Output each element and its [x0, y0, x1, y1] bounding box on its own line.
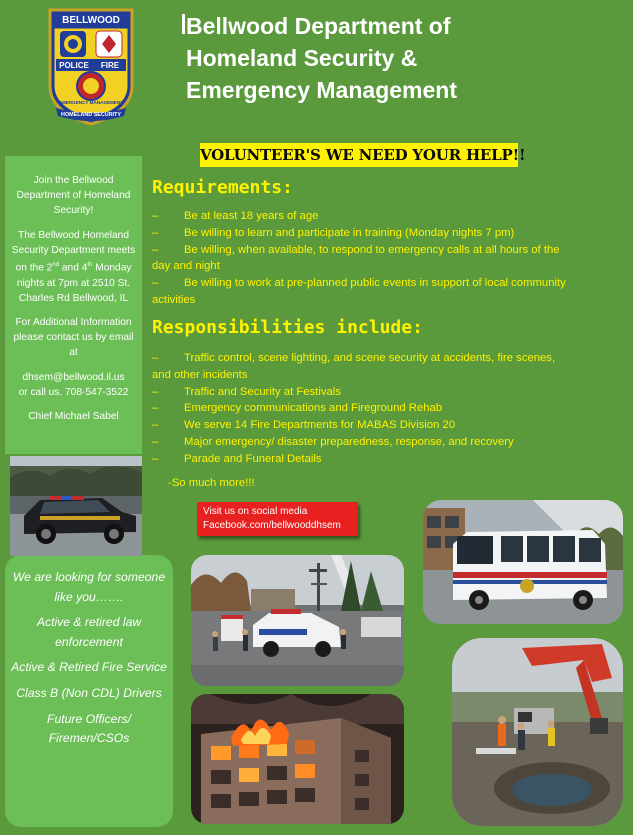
meeting-text-post: Monday nights at 7pm at 2510 St. Charles Rd Bellwood, IL: [16, 262, 132, 304]
meeting-text-pre: The Bellwood Homeland Security Department meets on the 2: [11, 229, 136, 274]
sidebar-contact: [11, 370, 136, 400]
department-badge-logo: [44, 6, 138, 126]
responsibility-text: Emergency communications and Fireground Rehab: [184, 402, 443, 415]
list-item: [152, 225, 572, 242]
sidebar-additional: For Additional Information please contact us by email at: [13, 317, 134, 359]
dash-icon: –: [152, 277, 159, 290]
so-much-more-text: -So much more!!!: [168, 477, 255, 489]
dash-icon: –: [152, 402, 159, 415]
requirement-text: Be willing, when available, to respond to emergency calls at all hours of the day and night: [152, 243, 560, 273]
list-item: [152, 384, 572, 401]
social-media-box[interactable]: [197, 502, 358, 536]
list-item: [152, 208, 572, 225]
bus-photo: [423, 500, 623, 624]
badge-top-text: BELLWOOD: [62, 15, 120, 26]
dash-icon: –: [152, 385, 159, 398]
list-item: [152, 451, 572, 468]
dash-icon: –: [152, 452, 159, 465]
social-line-1: Visit us on social media: [203, 506, 308, 517]
dash-icon: –: [152, 352, 159, 364]
sidebar-intro: Join the Bellwood Department of Homeland Security!: [16, 175, 131, 217]
badge-fire-label: FIRE: [100, 61, 120, 70]
dash-icon: –: [152, 226, 159, 239]
contact-email[interactable]: dhsem@bellwood.il.us: [22, 371, 125, 383]
list-item: [152, 242, 572, 276]
role-item: Class B (Non CDL) Drivers: [16, 685, 162, 700]
facebook-link[interactable]: Facebook.com/bellwooddhsem: [203, 520, 341, 531]
sidebar-chief: Chief Michael Sabel: [28, 411, 119, 423]
accident-scene-photo: [191, 555, 404, 686]
looking-intro: We are looking for someone like you…….: [12, 570, 166, 604]
list-item: [152, 350, 572, 384]
responsibilities-list: [152, 350, 572, 468]
excavation-photo: [452, 638, 623, 826]
building-fire-photo: [191, 694, 404, 824]
requirements-heading: Requirements:: [152, 177, 293, 198]
meeting-sup-2: th: [87, 262, 93, 269]
role-item: Active & retired law enforcement: [36, 615, 142, 649]
responsibility-text: Traffic control, scene lighting, and scene security at accidents, fire scenes, and other incidents: [152, 352, 556, 381]
dash-icon: –: [152, 210, 159, 222]
responsibility-text: Parade and Funeral Details: [184, 452, 322, 465]
badge-police-label: POLICE: [59, 61, 89, 70]
responsibility-text: Major emergency/ disaster preparedness, response, and recovery: [184, 435, 514, 448]
responsibilities-heading: Responsibilities include:: [152, 317, 423, 338]
responsibility-text: We serve 14 Fire Departments for MABAS Division 20: [184, 419, 456, 432]
meeting-text-mid: and 4: [59, 262, 88, 274]
dash-icon: –: [152, 435, 159, 448]
title-accent-bar: [182, 14, 185, 34]
volunteer-banner: VOLUNTEER'S WE NEED YOUR HELP!!: [200, 143, 518, 167]
sidebar-meeting: [11, 228, 136, 306]
dash-icon: –: [152, 419, 159, 432]
meeting-sup-1: nd: [52, 262, 60, 269]
badge-ribbon-text: HOMELAND SECURITY: [61, 112, 121, 118]
sidebar-info-panel: [5, 156, 142, 454]
responsibility-text: Traffic and Security at Festivals: [184, 385, 341, 398]
list-item: [152, 275, 572, 309]
title-line-2: Homeland Security &: [186, 45, 418, 71]
role-item: Future Officers/ Firemen/CSOs: [47, 711, 131, 746]
list-item: [152, 417, 572, 434]
badge-bottom-text: EMERGENCY MANAGEMENT: [58, 100, 124, 105]
recruiting-panel: [5, 555, 173, 827]
title-line-1: Bellwood Department of: [186, 13, 451, 39]
list-item: [152, 434, 572, 451]
requirement-text: Be willing to learn and participate in training (Monday nights 7 pm): [184, 226, 515, 239]
page-title: [186, 10, 626, 106]
title-line-3: Emergency Management: [186, 77, 457, 103]
role-item: Active & Retired Fire Service: [11, 660, 167, 675]
requirement-text: Be at least 18 years of age: [184, 210, 319, 222]
requirements-list: [152, 208, 572, 309]
dash-icon: –: [152, 243, 159, 256]
requirement-text: Be willing to work at pre-planned public events in support of local community activities: [152, 277, 566, 306]
list-item: [152, 400, 572, 417]
police-car-photo: [10, 456, 142, 556]
contact-phone: or call us. 708-547-3522: [18, 386, 129, 398]
